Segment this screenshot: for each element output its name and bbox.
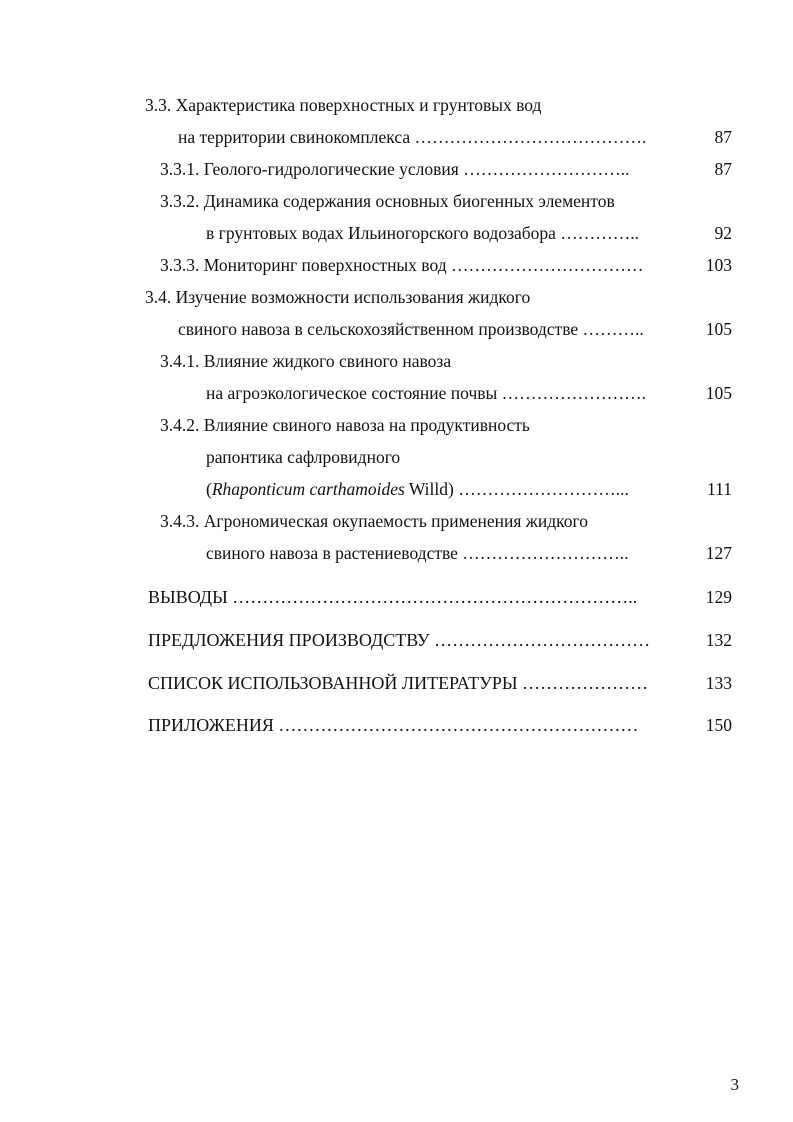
toc-3-4-page: 105: [705, 319, 732, 339]
toc-3-4-2-title: 3.4.2. Влияние свиного навоза на продуктивность: [160, 415, 530, 435]
toc-conclusions-title: ВЫВОДЫ …………………………………………………………..: [148, 587, 638, 607]
toc-proposals-page: 132: [705, 630, 732, 650]
toc-3-4-2-title-cont: рапонтика сафлровидного: [206, 447, 401, 467]
page-number: 3: [730, 1075, 739, 1094]
toc-3-4-2-title-latin: [206, 478, 629, 500]
latin-species-name: Rhaponticum carthamoides: [211, 479, 405, 499]
toc-3-3-3-page: 103: [705, 255, 732, 275]
toc-3-4-3-title: 3.4.3. Агрономическая окупаемость применения жидкого: [160, 511, 588, 531]
toc-3-4-1-title-cont: на агроэкологическое состояние почвы …………………….: [206, 383, 647, 403]
toc-3-3-title-cont: на территории свинокомплекса ………………………………….: [178, 127, 647, 147]
toc-3-4-1-title: 3.4.1. Влияние жидкого свиного навоза: [160, 351, 452, 371]
toc-3-4-3-title-cont: свиного навоза в растениеводстве ………………………..: [206, 543, 629, 563]
toc-3-4-1-page: 105: [705, 383, 732, 403]
toc-3-4-title: 3.4. Изучение возможности использования жидкого: [145, 287, 531, 307]
latin-author: Willd) ………………………...: [404, 479, 629, 499]
toc-3-3-2-page: 92: [714, 223, 732, 243]
toc-references-page: 133: [705, 673, 732, 693]
toc-3-3-page: 87: [714, 127, 732, 147]
toc-3-4-2-page: 111: [707, 479, 732, 499]
toc-3-3-3-title: 3.3.3. Мониторинг поверхностных вод ……………………………: [160, 255, 644, 275]
toc-proposals-title: ПРЕДЛОЖЕНИЯ ПРОИЗВОДСТВУ ………………………………: [148, 630, 651, 650]
toc-3-3-title: 3.3. Характеристика поверхностных и грунтовых вод: [145, 95, 542, 115]
toc-3-3-2-title: 3.3.2. Динамика содержания основных биогенных элементов: [160, 191, 615, 211]
toc-references-title: СПИСОК ИСПОЛЬЗОВАННОЙ ЛИТЕРАТУРЫ …………………: [148, 673, 649, 693]
toc-3-3-2-title-cont: в грунтовых водах Ильиногорского водозабора …………..: [206, 223, 640, 243]
toc-3-3-1-title: 3.3.1. Геолого-гидрологические условия ………………………..: [160, 159, 630, 179]
toc-conclusions-page: 129: [705, 587, 732, 607]
toc-3-4-3-page: 127: [705, 543, 732, 563]
toc-3-3-1-page: 87: [714, 159, 732, 179]
toc-3-4-title-cont: свиного навоза в сельскохозяйственном производстве ………..: [178, 319, 644, 339]
toc-appendices-title: ПРИЛОЖЕНИЯ ……………………………………………………: [148, 715, 639, 735]
toc-appendices-page: 150: [705, 715, 732, 735]
latin-open-paren: (: [206, 479, 212, 499]
